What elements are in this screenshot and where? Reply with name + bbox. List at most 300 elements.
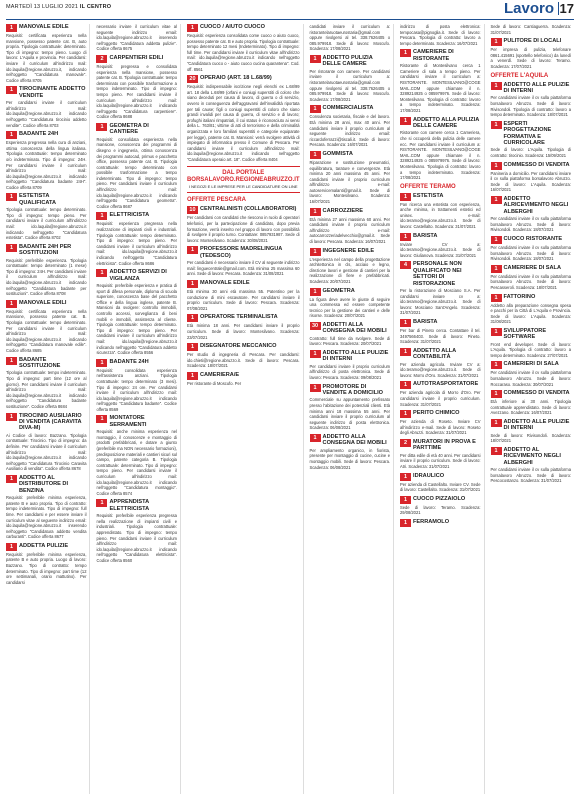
position-count-badge: 1: [491, 196, 502, 204]
listing-title: ESTETISTA QUALIFICATA: [19, 193, 57, 206]
listing-header: [310, 384, 390, 397]
listing-body: Per ampliamento organico, in fiorista, presente per montaggio di cucine, cucine e montaggio mobili. Sede di lavoro: Pescara. Scadenza: 06/08/2021: [309, 447, 391, 470]
listing-header: [96, 415, 176, 428]
position-count-badge: 1: [491, 447, 502, 455]
listing-header: [400, 381, 480, 389]
listing-header: [491, 265, 571, 273]
job-listings: [6, 24, 574, 794]
listing-title: ADDETTO ALLE PULIZIE DI INTERNI: [322, 349, 389, 363]
job-listing: [491, 390, 571, 416]
position-count-badge: 2: [96, 55, 107, 63]
listing-title: CARPENTIERI EDILI: [109, 54, 164, 61]
listing-title: ADDETTO ALRICEVIMENTO NEGLI ALBERGHI: [503, 195, 569, 215]
listing-title: BADANTE 24H: [109, 358, 149, 365]
job-listing: [491, 82, 571, 118]
position-count-badge: 30: [310, 322, 321, 330]
job-listing: [491, 447, 571, 484]
listing-body: Per candidarsi con candidati che riescono in ruolo di operatori telefonici, per la partecipazione di candidato, dopo previa formazione, verrà inserito nel gruppo di lavoro con possibilità di svolgere il proprio turno. Contattare: 0857931987. Sede di lavoro: Montesilvano. Scadenza: 30/08/2021: [186, 215, 300, 243]
listing-header: [310, 434, 390, 447]
position-count-badge: 1: [310, 55, 321, 63]
listing-title: COMMERCIALISTA: [322, 105, 374, 112]
listing-body: Per candidarsi inviare il cv sulla piattaforma borsalavoro Abruzzo. Sede di lavoro: Roccaraso. Scadenza: 30/07/2021: [490, 370, 571, 387]
listing-body: Per candidarsi inviare il cv sulla piattaforma borsalavoro Abruzzo. Sede di lavoro: Rivisondoli. Tipologia di contratto: lavoro a tempo determinato. Scadenza: 18/07/2021: [490, 95, 571, 118]
page-number: 17: [559, 1, 574, 16]
listing-body: Per la ristorazione di Mosciano S.A. Per candidarsi inviare cv a: ido.teramo@regione.abruzzo.it. Sede di lavoro: Mosciano Sant'Angelo. Scadenza: 31/07/2021: [400, 288, 481, 316]
listing-header: [187, 206, 300, 214]
job-listing: [310, 105, 390, 148]
position-count-badge: 1: [96, 499, 107, 507]
listing-title: APPRENDISTA ELETTRICISTA: [109, 499, 150, 512]
listing-header: [400, 117, 480, 130]
listing-header: [310, 322, 390, 335]
job-listing: [491, 38, 571, 69]
job-listing: [400, 233, 480, 259]
listing-title: GEOMETRA DI CANTIERE: [109, 122, 149, 136]
listing-header: [400, 348, 480, 361]
listing-header: [96, 269, 176, 282]
listing-body: Requisiti: esperienza consolidata come cuoco o aiuto cuoco, possesso patente cat. B e auto propria. Tipologia contrattuale: tempo determinato 12 mesi (Indeterminato). Tipo di impegno: full time. Per candidarsi inviare il curriculum vitae all'indirizzo mail: ido.laquila@regione.abruzzo.it indicando nell'oggetto "Candidatura cuoco o - aiuto cuoco cucina quarantena". Cod. off. 8561: [186, 33, 300, 72]
listing-header: [400, 193, 480, 201]
listing-title: PERSONALE NON QUALIFICATO NEI SETTORI DI RISTORAZIONE: [413, 261, 462, 287]
listing-body: Requisiti: anche minima esperienza nel montaggio, il conoscenze e montaggio di prodotti prefabbricati, e dotare a giunto (preferibile ma NON necessario formazioni), predisposizione materiali e cantieri sicuri sul campo, patente categoria B. Tipologia contrattuale: determinato. Tipo di impegno: tempo pieno. Per candidarsi inviare il curriculum all'indirizzo mail: ido.laquila@regione.abruzzo.it indicando nell'oggetto "Candidatura montaggio". Codice offerta 8574: [96, 429, 177, 496]
listing-body: Requisiti: esperienza pregressa nella realizzazione di impianti civili e industriali. Tipologia contrattuale: tempo determinato. Tipo di impegno: tempo pieno. Per candidarsi inviare il curriculum all'indirizzo mail: ido.laquila@regione.abruzzo.it indicando nell'oggetto "Candidatura elettricista". Codice offerta 8686: [96, 221, 177, 266]
listing-body: Inviare CV a: ido.teramo@regione.abruzzo.it. Sede di lavoro: Giulianova. Scadenza: 31/07/2021: [400, 241, 481, 258]
job-listing: [96, 55, 176, 120]
listing-title: ADDETTO AL RICEVIMENTO NEGLI ALBERGHI: [503, 447, 561, 466]
job-listing: [6, 357, 86, 410]
job-listing: [187, 24, 300, 72]
column-6: [491, 24, 574, 794]
listing-header: [400, 261, 480, 287]
job-listing: [6, 244, 86, 297]
column-3: [187, 24, 304, 794]
listing-header: [187, 246, 300, 259]
position-count-badge: 1: [310, 208, 321, 216]
listing-title: GEOMETRA: [322, 287, 355, 294]
position-count-badge: 1: [6, 244, 17, 252]
position-count-badge: 1: [6, 86, 17, 94]
listing-title: PERITO CHIMICO: [413, 410, 460, 417]
listing-body: Ai Codice di lavoro: Bazzano. Tipologia contrattuale: Tirocinio. Tipo di impegno: da definire. Per candidarsi inviare il curriculum all'indirizzo mail: ido.laquila@regione.abruzzo.it indicando nell'oggetto "Candidatura Tirocinio Caravita Ausiliario di vendita". Codice offerta 8678: [6, 432, 87, 472]
listing-body: Requisiti: certificata esperienza nella mansione, possesso patente cat. B, auto propria. Tipologia contrattuale: determinato. Tipo di impegno: tempo pieno. Luogo di lavoro: L'Aquila e provincia. Per candidarsi: inviare il curriculum all'indirizzo mail: ido.laquila@regione.abruzzo.it, indicando nell'oggetto "Candidatura manovale". Codice offerta 8705: [6, 33, 87, 83]
listing-header: [6, 244, 86, 257]
listing-body: Requisiti: pregressa e consolidata esperienza nella mansione, possesso patente cat. B. Tipologia contrattuale: tempo determinato con possibile trasformazione a tempo indeterminato. Tipo di impegno: tempo pieno. Per candidarsi inviare il curriculum all'indirizzo mail: ido.laquila@regione.abruzzo.it indicando nell'oggetto "Candidatura carpentiere". Codice offerta 8688: [96, 63, 177, 120]
listing-header: [310, 350, 390, 363]
listing-body: Per candidarsi inviare il proprio curriculum all'indirizzo di posta elettronica. Sede di lavoro: Pescara. Scadenza: 09/08/2021: [309, 363, 391, 380]
job-listing: [96, 415, 176, 496]
listing-header: [491, 447, 571, 466]
listing-body: Ristorante con camere cerca 1 Cameriera, che si occuperà della pulizia delle camere ecc. Per candidarsi inviare il curriculum a: RISTORANTE. MONTESILVANO@COGE MAIL.COM oppure chiamare il n. 3289214925 o 085979976. Sede di lavoro: Montesilvano. Tipologia di contratto: lavoro a tempo indeterminato. Scadenza: 17/08/2021: [400, 130, 481, 181]
position-count-badge: 1: [491, 82, 502, 90]
listing-header: [491, 328, 571, 341]
position-count-badge: 1: [491, 265, 502, 273]
job-listing: [400, 184, 480, 190]
listing-body: Requisiti: certificata esperienza nella mansione, possesso patente cat. B. Tipologia contrattuale: tempo determinato. Per candidarsi inviare il curriculum all'indirizzo mail: ido.laquila@regione.abruzzo.it indicando nell'oggetto "Candidatura manovale edile". Codice offerta 8685: [6, 308, 87, 353]
job-listing: [491, 265, 571, 291]
listing-body: candidati inviare il curriculum a: ristorantelaruotaeurostaria@gmail.com oppure rivolgersi al tel. 338.7626405 o 085.979918. Sede di lavoro: Moscufo. Scadenza: 17/08/2021: [309, 24, 391, 52]
position-count-badge: 1: [400, 519, 411, 527]
job-listing: [96, 123, 176, 210]
position-count-badge: 1: [400, 193, 411, 201]
listing-header: [400, 233, 480, 241]
job-listing: [400, 49, 480, 113]
job-listing: [310, 434, 390, 470]
listing-body: Età minima 30 anni età massima 55. Patentino per la conduzione di mini escavatore. Per candidarsi inviare il proprio curriculum. Sede di lavoro: Pescara. Scadenza: 07/08/2021: [186, 289, 300, 311]
issue-date: MARTEDÌ 13 LUGLIO 2021 IL CENTRO: [6, 4, 112, 10]
listing-body: Requisiti: preferibile esperienza. Tipologia contrattuale: tempo determinato (1 mese) Tipo di impegno: 24H. Per candidarsi inviare il curriculum all'indirizzo mail: ido.laquila@regione.abruzzo.it indicando nell'oggetto "Candidatura badante per sostituzioni". Codice offerta 8708: [6, 257, 87, 297]
listing-header: [400, 496, 480, 504]
position-count-badge: 1: [6, 193, 17, 201]
listing-title: TIROCINIO AUSILIARIO DI VENDITA (CARAVITA DIVA-M): [19, 412, 82, 432]
position-count-badge: 1: [491, 38, 502, 46]
listing-title: BARISTA: [413, 319, 438, 326]
position-count-badge: 2: [400, 439, 411, 447]
listing-title: CAMERIERA/E: [199, 371, 240, 378]
banner-line-2: I NEGOZI E LE IMPRESE PER LE CANDIDATURE ON LINE: [188, 184, 298, 190]
listing-body: Commerciale su appuntamento prefissato presso l'abitazione dei potenziali clienti. Età minima anni 18 massima 55 anni. Per candidarsi inviare il proprio curriculum al seguente indirizzo di posta elettronica. Scadenza: 06/08/2021: [309, 397, 391, 431]
listing-header: [6, 543, 86, 551]
position-count-badge: 1: [400, 496, 411, 504]
position-count-badge: 1: [400, 117, 411, 125]
listing-title: ADDETTO PULIZIA DELLE CAMERE: [322, 54, 373, 68]
listing-body: La figura deve avere le giuste di seguire una commessa ed essere competente tecnico per la gestione dei cantieri e delle risorse. Scadenza: 20/07/2021: [309, 296, 391, 319]
position-count-badge: 1: [491, 121, 502, 129]
position-count-badge: 1: [310, 434, 321, 442]
listing-body: Tipologia contrattuale: tempo determinato. Tipo di impegno: tempo pieno. Per candidarsi inviare il curriculum all'indirizzo mail: ido.laquila@regione.abruzzo.it indicando nell'oggetto "Candidatura estetista". Codice offerta 8702: [6, 207, 87, 241]
listing-body: Panineria a domicilio. Per candidarsi inviare il cv sulla piattaforma borsalavoro Abruzzo. Sede di lavoro: L'Aquila. Scadenza: 16/07/2021: [490, 170, 571, 193]
position-count-badge: 1: [187, 24, 198, 32]
job-listing: [187, 280, 300, 311]
job-listing: [400, 496, 480, 516]
listing-title: MANOVALE EDILE: [19, 24, 69, 30]
listing-title: ADDETTO AL DISTRIBUTORE DI BENZINA: [19, 474, 68, 494]
listing-header: [6, 193, 86, 206]
job-listing: [400, 439, 480, 470]
listing-header: [6, 300, 86, 308]
position-count-badge: 1: [400, 473, 411, 481]
position-count-badge: 1: [310, 350, 321, 358]
listing-header: [96, 123, 176, 136]
listing-title: MANOVALE EDILE: [199, 280, 250, 287]
job-listing: [400, 473, 480, 493]
listing-body: Per ristorante di Moscufo. Per: [186, 380, 242, 386]
listing-body: Requisiti: preferibile esperienza pregressa nella realizzazione di impianti civili e industriali. Tipologia contrattuale: apprendistato. Tipo di impegno: tempo pieno. Per candidarsi inviare il curriculum all'indirizzo mail: ido.laquila@regione.abruzzo.it indicando nell'oggetto "Candidatura elettricista". Codice offerta 8560: [96, 513, 177, 563]
listing-header: [96, 499, 176, 512]
listing-title: CAMERIERE DI SALA: [503, 264, 561, 271]
job-listing: [6, 193, 86, 240]
listing-header: [6, 86, 86, 99]
listing-title: BADANTE 24H PER SOSTITUZIONI: [19, 243, 72, 257]
listing-body: Per candidarsi inviare il cv sulla piattaforma borsalavoro Abruzzo. Sede di lavoro: Rivisondoli. Scadenza: 18/07/2021: [490, 216, 571, 233]
position-count-badge: 1: [491, 294, 502, 302]
listing-header: [96, 212, 176, 220]
listing-header: [491, 419, 571, 432]
listing-header: [491, 294, 571, 302]
position-count-badge: 1: [310, 384, 321, 392]
listing-header: [491, 82, 571, 95]
listing-body: Front end developer. Sede di lavoro: L'Aquila. Tipologia di contratto: lavoro a tempo determinato. Scadenza: 27/07/2021: [490, 341, 571, 358]
job-listing: [400, 519, 480, 527]
job-listing: [6, 24, 86, 83]
listing-body: Per azienda agricola. Inviare CV a: ido.teramo@regione.abruzzo.it. Sede di lavoro: Morro d'Oro. Scadenza: 31/07/2021: [400, 361, 481, 378]
job-listing: [491, 236, 571, 262]
position-count-badge: 1: [491, 419, 502, 427]
listing-body: Per studio di ingegneria di Pescara. Per candidarsi: ido.chieti@regione.abruzzo.it. Sede di lavoro: Pescara. Scadenza: 18/07/2021: [186, 352, 300, 369]
job-listing: [491, 121, 571, 159]
job-listing: [6, 131, 86, 190]
listing-title: TIROCINANTE ADDETTO VENDITE: [19, 86, 86, 99]
job-listing: [310, 151, 390, 205]
job-listing: [96, 212, 176, 266]
listing-title: ADDETTA PULIZIE: [19, 542, 69, 549]
job-listing: [310, 384, 390, 431]
job-listing: [187, 314, 300, 340]
position-count-badge: 1: [187, 372, 198, 380]
listing-body: indirizzo di posta elettronica: tempocasa@pignoglia.it. Sede di lavoro: Pescara. Tipologia di contratto: lavoro a tempo determinato. Scadenza: 16/07/2021: [400, 24, 481, 46]
job-listing: [187, 372, 300, 387]
job-listing: [6, 543, 86, 586]
position-count-badge: 1: [96, 212, 107, 220]
listing-title: ADDETTO ALLA PULIZIA DELLE CAMERE: [413, 116, 480, 129]
position-count-badge: 1: [400, 381, 411, 389]
listing-header: [491, 38, 571, 46]
listing-body: Sede di lavoro: Rivisondoli. Scadenza: 18/07/2021: [490, 432, 571, 444]
position-count-badge: 1: [6, 543, 17, 551]
listing-title: OPERAIO (ART. 18 L.68/99): [199, 75, 272, 82]
listing-body: Contratto: full time da svolgere. Sede di lavoro: Pescara. Scadenza: 20/07/2021: [309, 335, 391, 347]
region-subheading: OFFERTE L'AQUILA: [490, 72, 549, 79]
listing-title: ELETTRICISTA: [109, 212, 150, 219]
position-count-badge: 1: [6, 357, 17, 365]
listing-header: [310, 105, 390, 113]
listing-body: Per ristorante con camere. Per candidarsi inviare il curriculum a: ristorantelaruotaeurostaria@gmail.com oppure rivolgersi al tel. 338.7626405 o 085.979918. Sede di lavoro: Moscufo. Scadenza: 17/08/2021: [309, 68, 391, 102]
listing-body: Tipologia contrattuale: tempo indeterminato. Tipo di impegno: part time (12 ore al giorno). Per candidarsi inviare il curriculum all'indirizzo mail: ido.laquila@regione.abruzzo.it indicando nell'oggetto "Candidatura badante sostituzione". Codice offerta 8684: [6, 370, 87, 409]
listing-body: Età minima 18 anni. Per candidarsi inviare il proprio curriculum. Sede di lavoro: Montesilvano. Scadenza: 23/07/2021: [186, 323, 300, 340]
listing-header: [491, 390, 571, 398]
position-count-badge: 1: [400, 319, 411, 327]
banner-line-1: DAL PORTALE BORSALAVORO.REGIONEABRUZZO.IT: [186, 170, 300, 184]
listing-title: FERRAMOLO: [413, 518, 450, 525]
listing-title: AUTOTRASPORTATORE: [413, 381, 479, 388]
listing-title: ADDETTO ALLE PULIZIE DI INTERNI: [503, 81, 570, 94]
position-count-badge: 1: [310, 105, 321, 113]
listing-body: Requisiti: preferibile esperienza e pratica di sport di difesa personale, diploma di scuola superiore, conoscenza base del pacchetto Office e della lingua inglese, patente B. Mansioni da svolgere: controllo immobili, controllo accessi, sorveglianza di beni mobili e immobili, assistenza al cliente. Tipologia contrattuale: tempo determinato. Tipo di impegno: tempo pieno. Per candidarsi inviare il curriculum all'indirizzo mail: ido.laquila@regione.abruzzo.it indicando nell'oggetto "Candidatura addetto sicurezza". Codice offerta 8556: [96, 283, 177, 356]
position-count-badge: 1: [491, 328, 502, 336]
job-listing: [310, 55, 390, 102]
listing-title: MANOVALE EDILI: [19, 299, 67, 306]
position-count-badge: 1: [400, 233, 411, 241]
listing-title: MONTATORE SERRAMENTI: [109, 415, 147, 428]
column-4: [310, 24, 394, 794]
listing-header: [187, 372, 300, 380]
listing-header: [310, 208, 390, 216]
listing-title: OPERATORE TERMINALISTA: [199, 314, 278, 321]
listing-body: Per candidarsi inviare il cv sulla piattaforma borsalavoro Abruzzo. Sede di lavoro: Pescocostanzo. Scadenza: 31/07/2021: [490, 467, 571, 484]
job-listing: [491, 419, 571, 444]
listing-title: ADDETTO ALLA CONSEGNA DEI MOBILI: [322, 433, 387, 447]
listing-title: CAMERIERE DI RISTORANTE: [413, 49, 454, 62]
job-listing: [400, 193, 480, 230]
listing-header: [400, 319, 480, 327]
job-listing: [310, 208, 390, 245]
listing-header: [491, 361, 571, 369]
listing-body: Requisiti: consolidata esperienza nella mansione, conoscenza dei programmi di disegno e ingegneria, ottima conoscenza dei programmi autocad, primus e pacchetto office, possesso patente cat. B. Tipologia contrattuale: tempo determinato con possibile trasformazione a tempo indeterminato. Tipo di impegno: tempo pieno. Per candidarsi inviare il curriculum all'indirizzo mail: ido.laquila@regione.abruzzo.it indicando nell'oggetto "Candidatura geometra". Codice offerta 8687: [96, 136, 177, 209]
listing-title: BARISTA: [413, 232, 438, 239]
job-listing: [310, 24, 390, 52]
listing-title: IDRAULICO: [413, 472, 445, 479]
job-listing: [187, 246, 300, 277]
listing-body: Per azienda di Castellalto. Inviare CV. Sede di lavoro: Castellalto. Scadenza: 31/07/2021: [400, 481, 481, 493]
listing-header: [96, 55, 176, 63]
listing-header: [96, 359, 176, 367]
position-count-badge: 1: [400, 49, 411, 57]
listing-body: Per bar di Pineto cerca. Contattare il tel. 3497566403. Sede di lavoro: Pineto. Scadenza: 31/07/2021: [400, 328, 481, 345]
job-listing: [400, 319, 480, 345]
job-listing: [491, 196, 571, 233]
listing-title: PULITORE DI LOCALI: [503, 38, 562, 45]
listing-header: [6, 413, 86, 432]
listing-body: Requisiti: consolidata esperienza nell'assistenza anziani. Tipologia contrattuale: tempo determinato (3 mesi). Tipo di impegno: 24 ore. Per candidarsi inviare il curriculum all'indirizzo mail: ido.laquila@regione.abruzzo.it indicando nell'oggetto "Candidatura badante". Codice offerta 8569: [96, 367, 177, 412]
listing-header: [6, 24, 86, 32]
listing-header: [187, 280, 300, 288]
position-count-badge: 1: [96, 359, 107, 367]
listing-body: Per candidarsi inviare il curriculum all'indirizzo mail: ido.laquila@regione.abruzzo.it indicando nell'oggetto "Candidatura tirocinio addetto vendite". Codice offerta 8703: [6, 100, 87, 128]
position-count-badge: 1: [310, 248, 321, 256]
job-listing: [400, 348, 480, 379]
listing-title: ESPERTI PROGETTAZIONE FORMATIVA E CURRICOLARE: [503, 120, 552, 146]
listing-body: Requisiti: indispensabile iscrizione negli elenchi ex L.68/99 art. 18 della L.68/99 (orfani e coniugi superstiti di coloro che siano deceduti per causa di lavoro, di guerra o di servizio, ovvero in conseguenza dell'aggravarsi dell'invalidità riportata per tali cause; figli o coniugi superstiti di coloro che siano grandi invalidi per causa di guerra, di servizio e di lavoro; profughi italiani rimpatriati, il cui status è riconosciuto ai sensi della L. 763/81; vittime di atti di terrorismo e della criminalità organizzata e loro familiari superstiti e categorie equiparate per legge), patente cat. B. Mansioni: verrà svolgere attività di impiegato di informatica presso il Comune di Pescara. Per candidarsi inviare il curriculum all'indirizzo mail: ido.laquila@regione.abruzzo.it indicando nell'oggetto "Candidatura operaio art. 18". Codice offerta 8404: [186, 84, 300, 162]
listing-header: [187, 24, 300, 32]
listing-title: COMMESSO DI VENDITA: [503, 161, 570, 168]
job-listing: [6, 475, 86, 540]
listing-body: Per impresa di pulizia, telefonare 0861.415691 (sportello telefonico) da lunedì a venerdì. Sede di lavoro: Teramo. Scadenza: 17/07/2021: [490, 47, 571, 69]
position-count-badge: 1: [491, 162, 502, 170]
listing-title: PROMOTORE DI VENDITE A DOMICILIO: [322, 383, 384, 396]
position-count-badge: 1: [400, 410, 411, 418]
job-listing: [96, 499, 176, 563]
listing-title: INGEGNERE EDILE: [322, 247, 375, 254]
job-listing: [187, 206, 300, 243]
position-count-badge: 1: [187, 246, 198, 254]
position-count-badge: 1: [187, 280, 198, 288]
position-count-badge: 1: [491, 236, 502, 244]
job-listing: [6, 86, 86, 128]
listing-title: CARROZZIERE: [322, 207, 363, 214]
position-count-badge: 1: [187, 343, 198, 351]
job-listing: [491, 294, 571, 325]
listing-body: Per candidarsi inviare il cv sulla piattaforma borsalavoro Abruzzo. Sede di lavoro: Rivisondoli. Scadenza: 18/07/2021: [490, 244, 571, 262]
job-listing: [400, 410, 480, 436]
listing-body: Consulenza societaria, fiscale e del lavoro. Età minima 28 anni, max 40 anni. Per candidarsi inviare il proprio curriculum al seguente indirizzo email: riccardoferrazzi@tiscali.it. Sede di lavoro: Pescara. Scadenza: 16/07/2021: [309, 114, 391, 148]
listing-header: [310, 248, 390, 256]
position-count-badge: 1: [6, 475, 17, 483]
job-listing: [96, 269, 176, 356]
listing-header: [310, 151, 390, 159]
position-count-badge: 1: [310, 288, 321, 296]
listing-body: Per candidarsi è necessario inviare il CV al seguente indirizzo mail: linguecentrale@gmail.com. Età minima 25 massima 60 anni. Sede di lavoro: Pescara. Scadenza: 31/08/2021: [186, 260, 300, 277]
listing-body: Addetto alla preparazione consegna spesa e pacchi per la Città di L'Aquila e Provincia. Sede di lavoro: L'Aquila. Scadenza: 31/08/2021: [490, 302, 571, 325]
job-listing: [491, 328, 571, 359]
listing-header: [6, 475, 86, 494]
listing-body: necessario inviare il curriculum vitae al seguente indirizzo email: ido.laquila@regione.abruzzo.it inserendo nell'oggetto "Candidatura addetta pulizie". Codice offerta 8675: [96, 24, 177, 52]
listing-header: [310, 288, 390, 296]
listing-title: ADDETTO ALLE PULIZIE DI INTERNI: [503, 419, 570, 432]
job-listing: [491, 73, 571, 79]
listing-title: CUOCO RISTORANTE: [503, 235, 563, 242]
listing-body: Sede di lavoro: Cantiaguerra. Scadenza: 31/07/2021: [490, 24, 571, 35]
region-subheading: OFFERTE TERAMO: [400, 183, 456, 190]
listing-header: [400, 439, 480, 452]
position-count-badge: 1: [96, 123, 107, 131]
listing-body: L'esperienza nel campo della progettazione architettonica in cls, acciaio e legno, direzione lavori e gestione di cantieri per la realizzazione di fiere e prefabbricati. Scadenza: 20/07/2021: [309, 256, 391, 284]
job-listing: [310, 288, 390, 319]
listing-header: [310, 55, 390, 68]
listing-title: CUOCO / AIUTO CUOCO: [199, 24, 265, 30]
job-listing: [400, 261, 480, 316]
listing-header: [187, 314, 300, 322]
listing-title: SVILUPPATORE SOFTWARE: [503, 327, 547, 341]
column-1: [6, 24, 90, 794]
listing-body: Requisiti: preferibile minima esperienza, patente B e auto propria. Tipo di contratto: tempo indeterminato. Tipo di impegno: full time. Per candidarsi e per essere inviare il curriculum vitae al seguente indirizzo email: ido.laquila@regione.abruzzo.it inserendo nell'oggetto "Candidatura addetto vendita carburanti". Codice offerta 8677: [6, 495, 87, 540]
job-listing: [491, 162, 571, 193]
listing-header: [187, 343, 300, 351]
listing-title: ADDETTO ALLA CONTABILITÀ: [413, 347, 457, 361]
listing-header: [491, 121, 571, 147]
position-count-badge: 1: [187, 314, 198, 322]
listing-title: ADDETTI ALLA CONSEGNA DEI MOBILI: [322, 321, 387, 335]
job-listing: [310, 350, 390, 381]
job-listing: [310, 322, 390, 347]
listing-body: Esperienza pregressa nella cura di anziani, ottima conoscenza della lingua italiana. Tipologia contrattuale: tempo determinato o/o indeterminato. Tipo di impegno: 24H. Per candidarsi inviare il curriculum all'indirizzo mail: ido.laquila@regione.abruzzo.it indicando nell'oggetto "Candidatura badante 24H". Codice offerta 8709: [6, 140, 87, 190]
listing-body: Riparazione e sostituzione pneumatici, equilibratura, tarature e convergenze. Età minima 20 anni massima 45 anni. Per candidarsi inviare il proprio curriculum all'indirizzo e-mail: autoservicemalanti@gmail.it. Sede di lavoro: Montesilvano. Scadenza: 16/07/2021: [309, 159, 391, 205]
listing-body: Pan ricerca una estetista con esperienza, anche minima, in trattamenti estetici ed unisex. e-mail: ido.teramo@regione.abruzzo.it. Sede di lavoro: Castellalto. Scadenza: 31/07/2021: [400, 201, 481, 230]
job-listing: [96, 359, 176, 413]
listing-header: [187, 75, 300, 83]
job-listing: [491, 361, 571, 387]
job-listing: [6, 413, 86, 472]
position-count-badge: 20: [187, 75, 198, 83]
position-count-badge: 4: [400, 261, 411, 269]
listing-title: FATTORINO: [503, 293, 536, 300]
position-count-badge: 1: [96, 415, 107, 423]
position-count-badge: 1: [6, 413, 17, 421]
listing-header: [6, 131, 86, 139]
job-listing: [400, 24, 480, 46]
listing-title: COMMESSO DI VENDITA: [503, 390, 570, 397]
listing-header: [491, 236, 571, 244]
position-count-badge: 10: [187, 206, 198, 214]
listing-body: Ristorante di Montesilvano cerca 1 Cameriere di sala a tempo pieno. Per candidarsi inviare il curriculum a: RISTORANTE. MONTESILVANO@COGE MAIL.COM oppure chiamare il n. 3289214925 o 085979976. Sede di lavoro: Montesilvano. Tipologia di contratto: lavoro a tempo indeterminato. Scadenza: 17/08/2021: [400, 63, 481, 113]
listing-header: [400, 49, 480, 62]
column-5: [400, 24, 484, 794]
listing-title: ADDETTO SERVIZI DI VIGILANZA: [109, 269, 167, 282]
listing-header: [6, 357, 86, 370]
listing-body: Età minima 27 anni massima 60 anni. Per candidarsi inviare il proprio curriculum all'indirizzo e-mail: autocarrozzeriadelvecchio@gmail.it. Sede di lavoro: Pescara. Scadenza: 16/07/2021: [309, 216, 391, 245]
listing-body: Età inferiore ai 30 anni. Tipologia contrattuale apprendistato. Sede di lavoro: Avezzano. Scadenza: 16/07/2021: [490, 399, 571, 416]
position-count-badge: 1: [491, 361, 502, 369]
listing-title: DISEGNATORE MECCANICO: [199, 343, 277, 350]
region-subheading: OFFERTE PESCARA: [186, 197, 246, 204]
listing-header: [491, 162, 571, 170]
listing-title: PROFESSORE MADRELINGUA (TEDESCO): [199, 246, 283, 259]
job-listing: [6, 300, 86, 354]
listing-title: MURATORI IN PROVA E PARTTIME: [413, 438, 476, 452]
job-listing: [96, 24, 176, 52]
listing-body: Sede di lavoro: Teramo. Scadenza: 29/08/2021: [400, 504, 481, 516]
job-listing: [187, 75, 300, 162]
position-count-badge: 1: [491, 390, 502, 398]
header-rule: [6, 19, 574, 20]
